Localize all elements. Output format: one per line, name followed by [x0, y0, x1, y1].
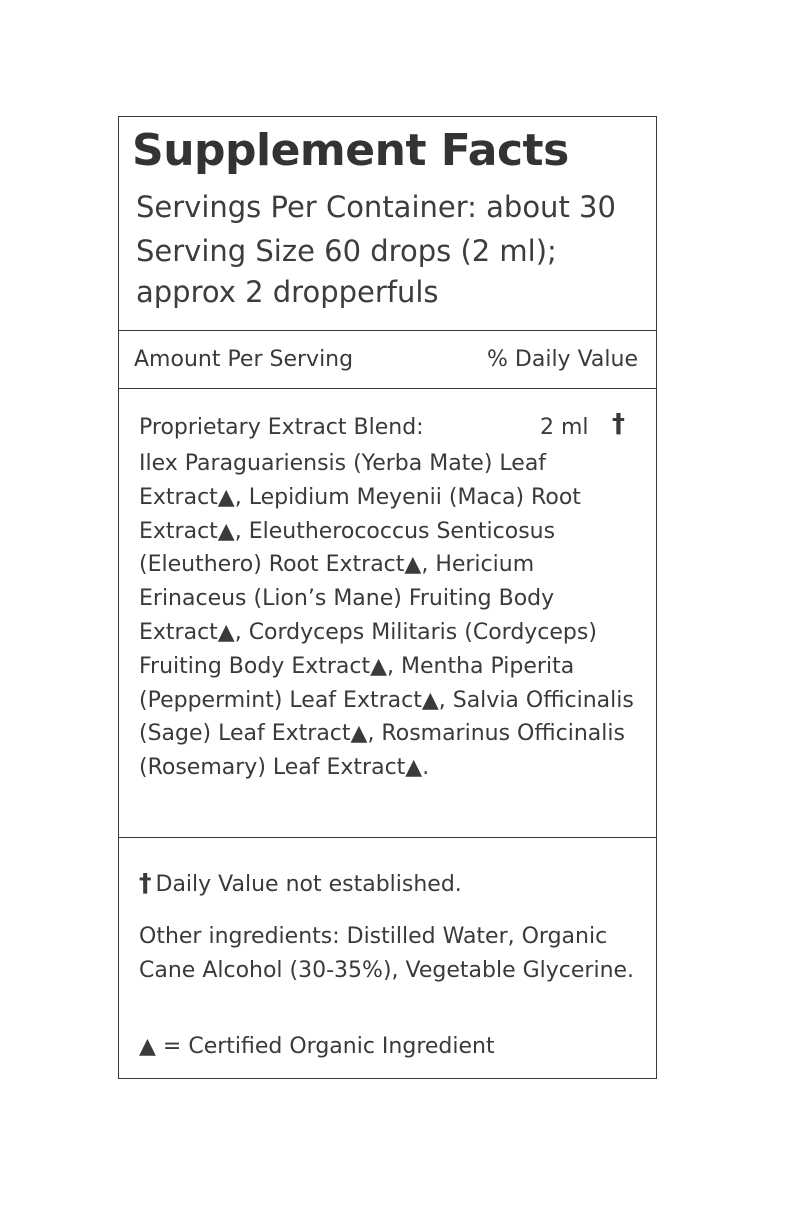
daily-value-header: % Daily Value [487, 347, 638, 372]
label-title: Supplement Facts [132, 125, 569, 176]
amount-header-row [119, 331, 656, 389]
supplement-facts-panel [118, 116, 657, 1079]
organic-key: ▲ = Certified Organic Ingredient [139, 1034, 495, 1059]
daily-value-footnote-text: Daily Value not established. [155, 872, 462, 897]
blend-section [119, 389, 656, 838]
header-section [119, 117, 656, 331]
servings-per-container: Servings Per Container: about 30 [136, 190, 616, 224]
dagger-icon: † [139, 868, 152, 897]
amount-per-serving-label: Amount Per Serving [134, 347, 354, 372]
footnote-section [119, 838, 656, 1078]
dagger-icon: † [612, 409, 625, 439]
daily-value-footnote [139, 868, 462, 900]
other-ingredients: Other ingredients: Distilled Water, Organic Cane Alcohol (30-35%), Vegetable Glycerine. [139, 924, 635, 983]
blend-name: Proprietary Extract Blend: [139, 415, 424, 440]
blend-ingredients: Ilex Paraguariensis (Yerba Mate) Leaf Extract▲, Lepidium Meyenii (Maca) Root Extract▲, Eleutherococcus Senticosus (Eleuthero) Root Extract▲, Hericium Erinaceus (Lion’s Mane) Fruiting Body Extract▲, Cordyceps Militaris (Cordyceps) Fruiting Body Extract▲, Mentha Piperita (Peppermint) Leaf Extract▲, Salvia Officinalis (Sage) Leaf Extract▲, Rosmarinus Officinalis (Rosemary) Leaf Extract▲. [139, 451, 634, 781]
serving-size: Serving Size 60 drops (2 ml); approx 2 dropperfuls [136, 234, 557, 309]
blend-amount: 2 ml [540, 415, 589, 440]
